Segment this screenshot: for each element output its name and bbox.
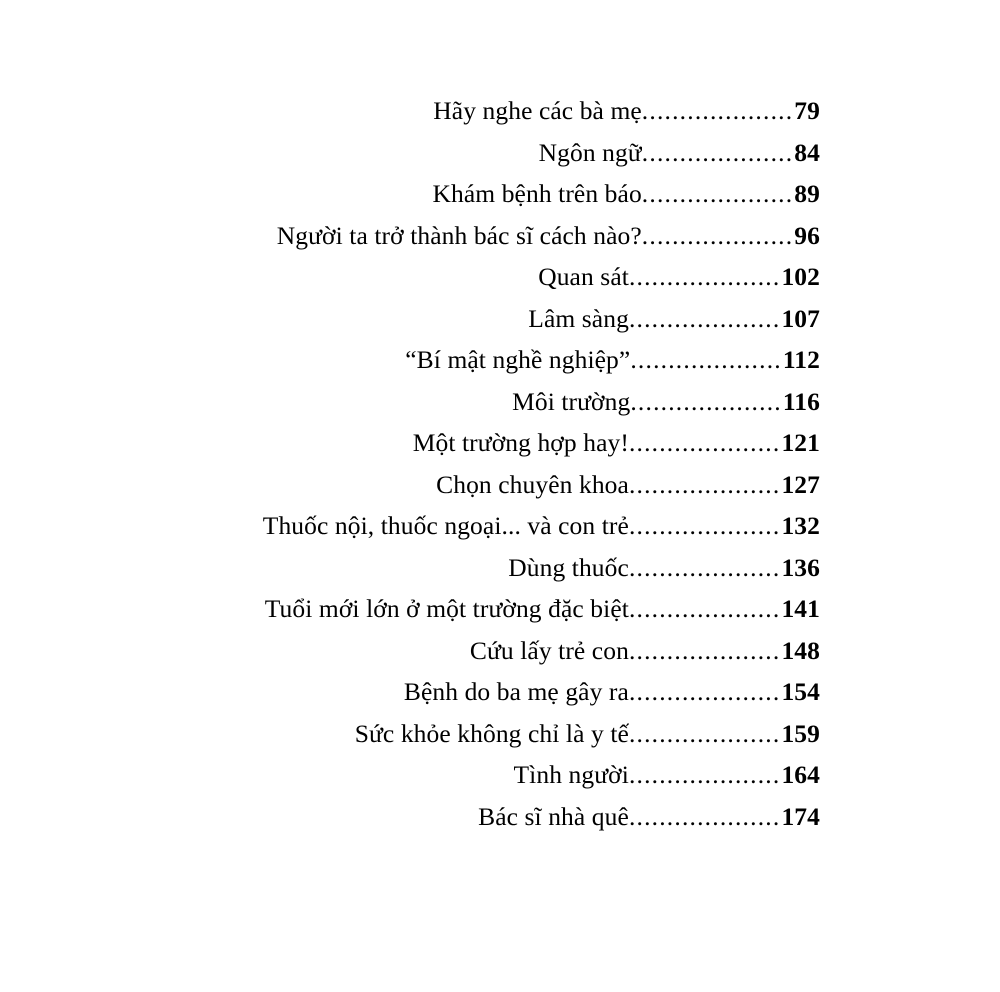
- toc-entry-dot-leader: ....................: [628, 635, 781, 665]
- toc-entry-dot-leader: ....................: [628, 469, 781, 499]
- toc-entry-title: Dùng thuốc: [508, 552, 629, 582]
- toc-entry-dot-leader: ....................: [628, 428, 781, 457]
- toc-entry[interactable]: [180, 630, 820, 672]
- toc-entry-page-number: 159: [781, 718, 820, 748]
- toc-entry[interactable]: [180, 215, 820, 257]
- toc-entry-title: Quan sát: [538, 262, 629, 291]
- toc-entry-title: Bác sĩ nhà quê: [478, 801, 629, 831]
- toc-entry-title: Khám bệnh trên báo: [432, 179, 642, 208]
- toc-entry-page-number: 112: [782, 345, 820, 374]
- toc-entry-title: Chọn chuyên khoa: [436, 469, 629, 499]
- toc-entry[interactable]: [180, 671, 820, 713]
- toc-entry-page-number: 132: [781, 511, 820, 540]
- toc-entry-dot-leader: ....................: [628, 552, 781, 582]
- toc-entry[interactable]: [180, 256, 820, 298]
- toc-entry-dot-leader: ....................: [628, 718, 781, 748]
- toc-entry-title: Sức khỏe không chỉ là y tế: [354, 718, 629, 748]
- toc-entry-title: Tình người: [513, 760, 629, 789]
- toc-entry-title: Lâm sàng: [528, 303, 629, 333]
- toc-entry[interactable]: [180, 422, 820, 464]
- toc-entry[interactable]: [180, 547, 820, 589]
- toc-entry-dot-leader: ....................: [628, 511, 781, 540]
- toc-entry[interactable]: [180, 505, 820, 547]
- toc-entry[interactable]: [180, 588, 820, 630]
- toc-entry-page-number: 107: [781, 303, 820, 333]
- toc-entry[interactable]: [180, 173, 820, 215]
- toc-entry[interactable]: [180, 381, 820, 423]
- toc-entry-dot-leader: ....................: [628, 262, 781, 291]
- toc-entry-page-number: 127: [781, 469, 820, 499]
- toc-entry-title: Một trường hợp hay!: [412, 428, 629, 457]
- toc-entry-title: Cứu lấy trẻ con: [469, 635, 629, 665]
- toc-entry-title: Người ta trở thành bác sĩ cách nào?: [276, 220, 642, 250]
- toc-entry-page-number: 141: [781, 594, 820, 623]
- toc-entry[interactable]: [180, 796, 820, 838]
- toc-entry-dot-leader: ....................: [630, 386, 782, 416]
- toc-entry-title: Bệnh do ba mẹ gây ra: [403, 677, 629, 706]
- toc-entry-dot-leader: ....................: [630, 345, 782, 374]
- toc-entry[interactable]: [180, 339, 820, 381]
- toc-entry-page-number: 148: [781, 635, 820, 665]
- toc-entry-page-number: 116: [782, 386, 820, 416]
- toc-entry-dot-leader: ....................: [628, 801, 781, 831]
- toc-entry-dot-leader: ....................: [641, 137, 794, 167]
- toc-entry-page-number: 164: [781, 760, 820, 789]
- toc-entry-title: Thuốc nội, thuốc ngoại... và con trẻ: [262, 511, 629, 540]
- toc-entry[interactable]: [180, 298, 820, 340]
- toc-entry-title: Hãy nghe các bà mẹ: [433, 96, 642, 125]
- toc-entry-dot-leader: ....................: [628, 303, 781, 333]
- toc-entry[interactable]: [180, 132, 820, 174]
- toc-entry-dot-leader: ....................: [628, 594, 781, 623]
- toc-entry-page-number: 102: [781, 262, 820, 291]
- toc-entry-page-number: 79: [794, 96, 820, 125]
- toc-entry-dot-leader: ....................: [641, 179, 794, 208]
- toc-entry-title: Ngôn ngữ: [538, 137, 642, 167]
- toc-entry-dot-leader: ....................: [628, 677, 781, 706]
- toc-entry-page-number: 121: [781, 428, 820, 457]
- toc-entry-page-number: 84: [794, 137, 820, 167]
- toc-entry-page-number: 136: [781, 552, 820, 582]
- toc-entry[interactable]: [180, 754, 820, 796]
- toc-entry-title: Môi trường: [512, 386, 631, 416]
- toc-entry-title: “Bí mật nghề nghiệp”: [405, 345, 631, 374]
- table-of-contents: [180, 90, 820, 837]
- toc-entry-dot-leader: ....................: [641, 220, 794, 250]
- toc-entry[interactable]: [180, 464, 820, 506]
- toc-entry-page-number: 96: [794, 220, 820, 250]
- toc-entry-dot-leader: ....................: [641, 96, 794, 125]
- toc-entry-dot-leader: ....................: [628, 760, 781, 789]
- toc-entry[interactable]: [180, 713, 820, 755]
- toc-entry-title: Tuổi mới lớn ở một trường đặc biệt: [264, 594, 629, 623]
- toc-entry-page-number: 154: [781, 677, 820, 706]
- toc-entry-page-number: 174: [781, 801, 820, 831]
- toc-entry-page-number: 89: [794, 179, 820, 208]
- toc-entry[interactable]: [180, 90, 820, 132]
